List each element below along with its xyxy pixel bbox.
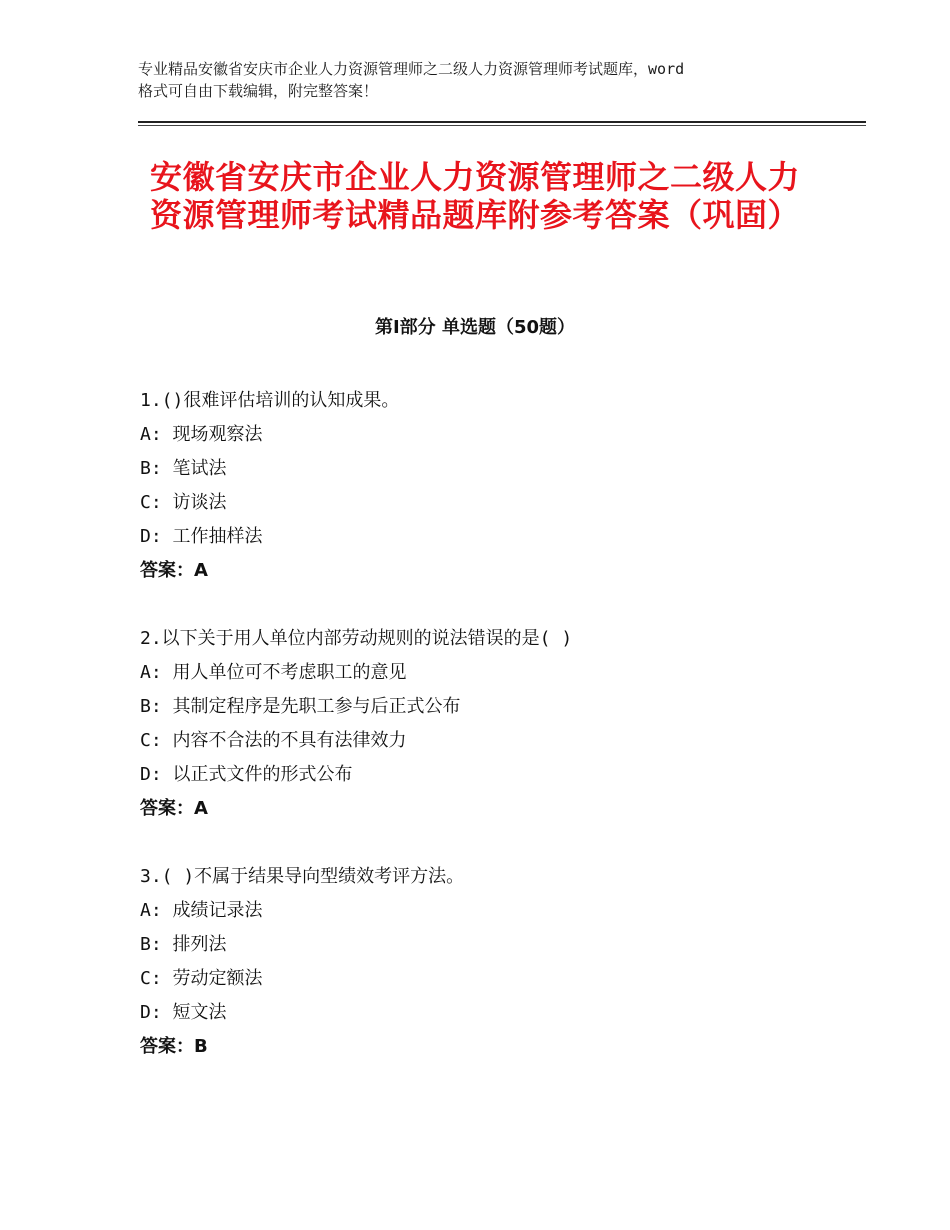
question-stem: 3.( )不属于结果导向型绩效考评方法。 (140, 866, 465, 887)
option-c: C: 劳动定额法 (140, 968, 263, 989)
question-list (140, 384, 860, 1098)
question-1 (140, 384, 860, 588)
answer-label: 答案：A (140, 560, 208, 581)
option-d: D: 短文法 (140, 1002, 227, 1023)
header-divider-thick (138, 121, 866, 123)
question-stem: 2.以下关于用人单位内部劳动规则的说法错误的是( ) (140, 628, 573, 649)
option-d: D: 以正式文件的形式公布 (140, 764, 353, 785)
header-divider-thin (138, 125, 866, 126)
header-note-line-1: 专业精品安徽省安庆市企业人力资源管理师之二级人力资源管理师考试题库，word (138, 60, 685, 78)
option-c: C: 访谈法 (140, 492, 227, 513)
question-3 (140, 860, 860, 1064)
question-2 (140, 622, 860, 826)
option-b: B: 排列法 (140, 934, 227, 955)
option-d: D: 工作抽样法 (140, 526, 263, 547)
option-c: C: 内容不合法的不具有法律效力 (140, 730, 407, 751)
section-heading: 第Ⅰ部分 单选题（50题） (374, 317, 575, 338)
document-title: 安徽省安庆市企业人力资源管理师之二级人力资源管理师考试精品题库附参考答案（巩固） (149, 158, 800, 234)
option-a: A: 用人单位可不考虑职工的意见 (140, 662, 407, 683)
answer-label: 答案：B (140, 1036, 208, 1057)
option-a: A: 现场观察法 (140, 424, 263, 445)
question-stem: 1.()很难评估培训的认知成果。 (140, 390, 400, 411)
header-note-line-2: 格式可自由下载编辑，附完整答案！ (138, 82, 379, 100)
option-a: A: 成绩记录法 (140, 900, 263, 921)
option-b: B: 笔试法 (140, 458, 227, 479)
answer-label: 答案：A (140, 798, 208, 819)
option-b: B: 其制定程序是先职工参与后正式公布 (140, 696, 461, 717)
document-header-note (138, 58, 838, 102)
